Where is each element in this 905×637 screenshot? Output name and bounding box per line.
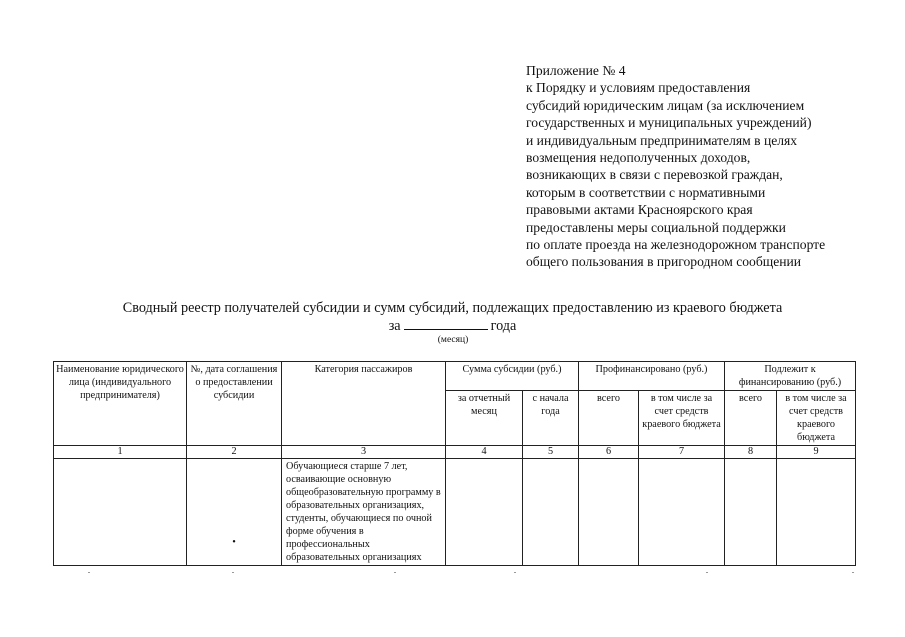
header-to-finance-regional: в том числе за счет средств краевого бюджета [777,391,856,446]
appendix-line: по оплате проезда на железнодорожном транспорте [526,237,826,253]
column-number: 7 [639,446,725,459]
amount-cell [446,459,523,566]
column-number: 8 [725,446,777,459]
header-to-finance: Подлежит к финансированию (руб.) [725,362,856,391]
column-number-row [54,446,856,459]
header-agreement: №, дата соглашения о предоставлении субсидии [187,362,282,446]
appendix-line: возникающих в связи с перевозкой граждан, [526,167,783,183]
header-reporting-month: за отчетный месяц [446,391,523,446]
registry-table [53,361,856,566]
document-title: Сводный реестр получателей субсидии и сумм субсидий, подлежащих предоставлению из краевого бюджета [122,300,783,316]
month-blank-field [404,317,488,330]
header-financed: Профинансировано (руб.) [579,362,725,391]
header-subsidy-amount: Сумма субсидии (руб.) [446,362,579,391]
amount-cell [725,459,777,566]
amount-cell [639,459,725,566]
header-financed-regional: в том числе за счет средств краевого бюджета [639,391,725,446]
month-caption: (месяц) [437,335,469,345]
column-number: 4 [446,446,523,459]
period-line [0,317,905,335]
period-suffix: года [490,318,517,334]
period-prefix: за [388,318,401,334]
header-to-finance-total: всего [725,391,777,446]
appendix-line: к Порядку и условиям предоставления [526,80,751,96]
header-passenger-category: Категория пассажиров [282,362,446,446]
appendix-line: Приложение № 4 [526,63,626,78]
scan-specks [0,572,905,576]
passenger-category-cell: Обучающиеся старше 7 лет, осваивающие основную общеобразовательную программу в образовательных организациях, студенты, обучающиеся по очной форме обучения в профессиональных образовательных организациях [282,459,446,566]
amount-cell [579,459,639,566]
amount-cell [777,459,856,566]
appendix-line: возмещения недополученных доходов, [526,150,751,166]
column-number: 5 [523,446,579,459]
appendix-line: общего пользования в пригородном сообщении [526,254,802,270]
column-number: 2 [187,446,282,459]
header-financed-total: всего [579,391,639,446]
column-number: 1 [54,446,187,459]
appendix-line: государственных и муниципальных учреждений) [526,115,812,131]
table-row [54,459,856,566]
appendix-line: правовыми актами Красноярского края [526,202,753,218]
column-number: 6 [579,446,639,459]
recipient-cell [54,459,187,566]
appendix-line: которым в соответствии с нормативными [526,184,766,200]
header-recipient-name: Наименование юридического лица (индивидуального предпринимателя) [54,362,187,446]
header-row-1 [54,362,856,391]
appendix-note [526,62,825,271]
appendix-line: субсидий юридическим лицам (за исключением [526,97,805,113]
appendix-line: и индивидуальным предпринимателям в целях [526,132,798,148]
column-number: 9 [777,446,856,459]
agreement-cell: • [187,459,282,566]
appendix-line: предоставлены меры социальной поддержки [526,219,786,235]
amount-cell [523,459,579,566]
column-number: 3 [282,446,446,459]
header-year-to-date: с начала года [523,391,579,446]
